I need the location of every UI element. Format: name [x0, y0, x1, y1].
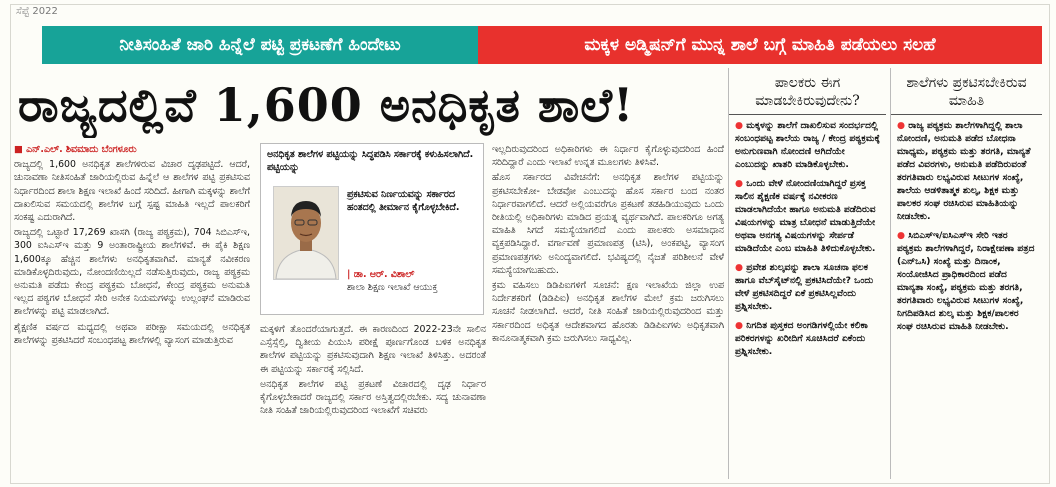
paragraph: ಇಲ್ಲದಿರುವುದರಿಂದ ಅಧಿಕಾರಿಗಳು ಈ ನಿರ್ಧಾರ ಕೈಗೊಳ್ಳುವುದರಿಂದ ಹಿಂದೆ ಸರಿದಿದ್ದಾರೆ ಎಂದು ಇಲಾಖೆ ಉನ್ನತ ಮೂಲಗಳು ತಿಳಿಸಿವೆ. [492, 144, 724, 169]
paragraph: ಶೈಕ್ಷಣಿಕ ವರ್ಷದ ಮಧ್ಯದಲ್ಲಿ ಅಥವಾ ಪರೀಕ್ಷಾ ಸಮಯದಲ್ಲಿ ಅನಧಿಕೃತ ಶಾಲೆಗಳನ್ನು ಪ್ರಕಟಿಸಿದರೆ ಸಂಬಂಧಪಟ್ಟ ಶಾಲೆಗಳಲ್ಲಿ ವ್ಯಾಸಂಗ ಮಾಡುತ್ತಿರುವ [14, 321, 250, 346]
kicker-banner [42, 26, 1042, 64]
sidebar-heading: ಪಾಲಕರು ಈಗ ಮಾಡಬೇಕಿರುವುದೇನು? [729, 68, 886, 115]
official-portrait [273, 186, 339, 280]
article-body [14, 143, 726, 479]
paragraph: ಕ್ರಮ ವಹಿಸಲು ಡಿಡಿಪಿಐಗಳಿಗೆ ಸೂಚನೆ: ಕ್ಷಣ ಇಲಾಖೆಯ ಜಿಲ್ಲಾ ಉಪ ನಿರ್ದೇಶಕರಿಗೆ (ಡಿಡಿಪಿಐ) ಅನಧಿಕೃತ ಶಾಲೆಗಳ ಮೇಲೆ ಕ್ರಮ ಜರುಗಿಸಲು ಸೂಚನೆ ನೀಡಲಾಗಿದೆ. ಆದರೆ, ನೀತಿ ಸಂಹಿತೆ ಜಾರಿಯಲ್ಲಿರುವುದರಿಂದ ಮತ್ತು ಸರ್ಕಾರದಿಂದ ಅಧಿಕೃತ ಆದೇಶವಾಗದ ಹೊರತು ಡಿಡಿಪಿಐಗಳು ಅಧಿಕೃತವಾಗಿ ಕಾನೂನಾತ್ಮಕವಾಗಿ ಕ್ರಮ ಜರುಗಿಸಲು ಸಾಧ್ಯವಿಲ್ಲ. [492, 280, 724, 344]
list-item: ● ಮಕ್ಕಳನ್ನು ಶಾಲೆಗೆ ದಾಖಲಿಸುವ ಸಂದರ್ಭದಲ್ಲಿ ಸಂಬಂಧಪಟ್ಟ ಶಾಲೆಯ ರಾಜ್ಯ / ಕೇಂದ್ರ ಪಠ್ಯಕ್ರಮಕ್ಕೆ ಅನುಗುಣವಾಗಿ ನೋಂದಣಿ ಆಗಿದೆಯೇ ಎಂಬುದನ್ನು ಖಾತರಿ ಮಾಡಿಕೊಳ್ಳಬೇಕು. [735, 120, 880, 170]
bullet-icon: ● [897, 120, 909, 131]
bullet-icon: ● [897, 230, 909, 241]
sidebar-schools [890, 68, 1042, 479]
headline: ರಾಜ್ಯದಲ್ಲಿವೆ 1,600 ಅನಧಿಕೃತ ಶಾಲೆ! [18, 78, 635, 132]
paragraph: ರಾಜ್ಯದಲ್ಲಿ 1,600 ಅನಧಿಕೃತ ಶಾಲೆಗಳಿರುವ ವಿಚಾರ ದೃಢಪಟ್ಟಿದೆ. ಆದರೆ, ಚುನಾವಣಾ ನೀತಿಸಂಹಿತೆ ಜಾರಿಯಲ್ಲಿರುವ ಹಿನ್ನೆಲೆ ಆ ಶಾಲೆಗಳ ಪಟ್ಟಿ ಪ್ರಕಟಿಸುವ ನಿರ್ಧಾರದಿಂದ ಶಾಲಾ ಶಿಕ್ಷಣ ಇಲಾಖೆ ಹಿಂದೆ ಸರಿದಿದೆ. ಹೀಗಾಗಿ ಮಕ್ಕಳನ್ನು ಶಾಲೆಗೆ ದಾಖಲಿಸುವ ಸಮಯದಲ್ಲಿ ಶಾಲೆಗಳ ಬಗ್ಗೆ ಸ್ಪಷ್ಟ ಮಾಹಿತಿ ಇಲ್ಲದೆ ಪಾಲಕರಿಗೆ ಸಂಕಷ್ಟ ಎದುರಾಗಿದೆ. [14, 159, 250, 224]
bullet-icon: ● [735, 320, 747, 331]
sidebar-heading: ಶಾಲೆಗಳು ಪ್ರಕಟಿಸಬೇಕಿರುವ ಮಾಹಿತಿ [891, 68, 1042, 115]
bullet-icon: ● [735, 178, 747, 189]
sidebar-list [729, 115, 886, 368]
column-2 [260, 323, 486, 479]
sidebar-list [891, 115, 1042, 343]
paragraph: ರಾಜ್ಯದಲ್ಲಿ ಒಟ್ಟಾರೆ 17,269 ಖಾಸಗಿ (ರಾಜ್ಯ ಪಠ್ಯಕ್ರಮ), 704 ಸಿಬಿಎಸ್‌ಇ, 300 ಐಸಿಎಸ್‌ಇ ಮತ್ತು 9 ಅಂತಾರಾಷ್ಟ್ರೀಯ ಶಾಲೆಗಳಿವೆ. ಈ ಪೈಕಿ ಶಿಕ್ಷಣ 1,600ಕ್ಕೂ ಹೆಚ್ಚಿನ ಶಾಲೆಗಳು ಅನಧಿಕೃತವಾಗಿವೆ. ಮಾನ್ಯತೆ ನವೀಕರಣ ಮಾಡಿಕೊಳ್ಳದಿರುವುದು, ನೋಂದಣಿಯಿಲ್ಲದೆ ನಡೆಸುತ್ತಿರುವುದು, ರಾಜ್ಯ ಪಠ್ಯಕ್ರಮ ಅನುಮತಿ ಪಡೆದು ಕೇಂದ್ರ ಪಠ್ಯಕ್ರಮ ಬೋಧನೆ, ಕೇಂದ್ರ ಪಠ್ಯಕ್ರಮ ಅನುಮತಿ ಇಲ್ಲದ ಪಠ್ಯಗಳ ಬೋಧನೆ ಸೇರಿ ಅನೇಕ ನಿಯಮಗಳನ್ನು ಉಲ್ಲಂಘನೆ ಮಾಡಿರುವ ಶಾಲೆಗಳನ್ನು ಪಟ್ಟಿ ಮಾಡಲಾಗಿದೆ. [14, 227, 250, 318]
official-name: | ಡಾ. ಆರ್. ವಿಶಾಲ್ [347, 269, 415, 280]
byline: ■ ಎನ್.ಎಲ್. ಶಿವಮಾದು ಬೆಂಗಳೂರು [14, 144, 137, 155]
list-item: ● ರಾಜ್ಯ ಪಠ್ಯಕ್ರಮ ಶಾಲೆಗಳಾಗಿದ್ದಲ್ಲಿ ಶಾಲಾ ನೋಂದಣಿ, ಅನುಮತಿ ಪಡೆದ ಬೋಧನಾ ಮಾಧ್ಯಮ, ಪಠ್ಯಕ್ರಮ ಮತ್ತು ತರಗತಿ, ಮಾನ್ಯತೆ ಪಡೆದ ವಿವರಗಳು, ಅನುಮತಿ ಪಡೆದಿರುವಂತೆ ತರಗತಿವಾರು ಲಭ್ಯವಿರುವ ಸೀಟುಗಳ ಸಂಖ್ಯೆ, ಶಾಲೆಯ ಆಡಳಿತಾತ್ಮಕ ಶುಲ್ಕ, ಶಿಕ್ಷಕ ಮತ್ತು ಪಾಲಕರ ಸಂಘ ರಚಿಸಿರುವ ಮಾಹಿತಿಯನ್ನು ನೀಡಬೇಕು. [897, 120, 1031, 222]
bullet-icon: ● [735, 120, 747, 131]
kicker-right: ಮಕ್ಕಳ ಅಡ್ಮಿಷನ್‌ಗೆ ಮುನ್ನ ಶಾಲೆ ಬಗ್ಗೆ ಮಾಹಿತಿ ಪಡೆಯಲು ಸಲಹೆ [478, 26, 1042, 64]
quote-box [260, 143, 484, 315]
issue-date: ಸೆಪ್ಟೆ 2022 [16, 6, 58, 17]
paragraph: ಹೊಸ ಸರ್ಕಾರದ ವಿವೇಚನೆಗೆ: ಅನಧಿಕೃತ ಶಾಲೆಗಳ ಪಟ್ಟಿಯನ್ನು ಪ್ರಕಟಿಸಬೇಕೋ- ಬೇಡವೋ ಎಂಬುದನ್ನು ಹೊಸ ಸರ್ಕಾರ ಬಂದ ನಂತರ ನಿರ್ಧಾರವಾಗಲಿದೆ. ಆದರೆ ಅಲ್ಲಿಯವರೆಗೂ ಪ್ರಕಟಣೆ ತಡಹಿಡಿಯುವುದು ಒಂದು ರೀತಿಯಲ್ಲಿ ಅಧಿಕಾರಿಗಳು ಮಾಡಿದ ಪ್ರಯತ್ನ ವ್ಯರ್ಥವಾಗಿದೆ. ಪಾಲಕರಿಗೂ ಅಗತ್ಯ ಮಾಹಿತಿ ಸಿಗದೆ ಸಮಸ್ಯೆಯಾಗಲಿದೆ ಎಂದು ಪಾಲಕರು ಅಸಮಾಧಾನ ವ್ಯಕ್ತಪಡಿಸಿದ್ದಾರೆ. ವರ್ಗಾವಣೆ ಪ್ರಮಾಣಪತ್ರ (ಟಿಸಿ), ಅಂಕಪಟ್ಟಿ, ವ್ಯಾಸಂಗ ಪ್ರಮಾಣಪತ್ರಗಳು ಅನಿಂದ್ಯವಾಗಲಿದೆ. ಭವಿಷ್ಯದಲ್ಲಿ ನೈಜತೆ ಪರಿಶೀಲನೆ ವೇಳೆ ಸಮಸ್ಯೆಯಾಗಬಹುದು. [492, 172, 724, 276]
list-item: ● ಪ್ರವೇಶ ಶುಲ್ಕವನ್ನು ಶಾಲಾ ಸೂಚನಾ ಫಲಕ ಹಾಗೂ ವೆಬ್‌ಸೈಟ್‌ನಲ್ಲಿ ಪ್ರಕಟಿಸಿದೆಯೇ? ಒಂದು ವೇಳೆ ಪ್ರಕಟಿಸದಿದ್ದರೆ ಏಕೆ ಪ್ರಕಟಿಸಿಲ್ಲವೆಂದು ಪ್ರಶ್ನಿಸಬೇಕು. [735, 262, 874, 312]
quote-attribution [347, 268, 477, 294]
bullet-icon: ● [735, 262, 747, 273]
column-3 [492, 143, 724, 479]
list-item: ● ನಿಗದಿತ ಪುಸ್ತಕದ ಅಂಗಡಿಗಳಲ್ಲಿಯೇ ಕಲಿಕಾ ಪರಿಕರಗಳನ್ನು ಖರೀದಿಗೆ ಸೂಚಿಸಿದರೆ ಏಕೆಂದು ಪ್ರಶ್ನಿಸಬೇಕು. [735, 320, 868, 357]
sidebar-parents [728, 68, 886, 479]
kicker-left: ನೀತಿಸಂಹಿತೆ ಜಾರಿ ಹಿನ್ನೆಲೆ ಪಟ್ಟಿ ಪ್ರಕಟಣೆಗೆ ಹಿಂದೇಟು [42, 26, 478, 64]
list-item: ● ಒಂದು ವೇಳೆ ನೋಂದಣಿಯಾಗಿದ್ದರೆ ಪ್ರಸಕ್ತ ಸಾಲಿನ ಶೈಕ್ಷಣಿಕ ವರ್ಷಕ್ಕೆ ನವೀಕರಣ ಮಾಡಲಾಗಿದೆಯೇ ಹಾಗೂ ಅನುಮತಿ ಪಡೆದಿರುವ ವಿಷಯಗಳನ್ನು ಮಾತ್ರ ಬೋಧನೆ ಮಾಡುತ್ತಿದೆಯೇ ಅಥವಾ ಅನಗತ್ಯ ವಿಷಯಗಳನ್ನು ಸೇರ್ಪಡೆ ಮಾಡಿದೆಯೇ ಎಂಬ ಮಾಹಿತಿ ತಿಳಿದುಕೊಳ್ಳಬೇಕು. [735, 178, 876, 254]
quote-text: ಅನಧಿಕೃತ ಶಾಲೆಗಳ ಪಟ್ಟಿಯನ್ನು ಸಿದ್ಧಪಡಿಸಿ ಸರ್ಕಾರಕ್ಕೆ ಕಳುಹಿಸಲಾಗಿದೆ. ಪಟ್ಟಿಯನ್ನು [267, 149, 474, 173]
column-1 [14, 143, 250, 479]
paragraph: ಮಕ್ಕಳಿಗೆ ತೊಂದರೆಯಾಗುತ್ತದೆ. ಈ ಕಾರಣದಿಂದ 2022-23ನೇ ಸಾಲಿನ ಎಸ್ಸೆಸ್ಸೆಲ್ಸಿ, ದ್ವಿತೀಯ ಪಿಯುಸಿ ಪರೀಕ್ಷೆ ಪೂರ್ಣಗೊಂಡ ಬಳಿಕ ಅನಧಿಕೃತ ಶಾಲೆಗಳ ಪಟ್ಟಿಯನ್ನು ಪ್ರಕಟಿಸುವುದಾಗಿ ಶಿಕ್ಷಣ ಇಲಾಖೆ ತಿಳಿಸಿತ್ತು. ಅದರಂತೆ ಈ ಪಟ್ಟಿಯನ್ನು ಸರ್ಕಾರಕ್ಕೆ ಸಲ್ಲಿಸಿದೆ. [260, 324, 486, 375]
official-role: ಶಾಲಾ ಶಿಕ್ಷಣ ಇಲಾಖೆ ಆಯುಕ್ತ [347, 282, 438, 293]
quote-continued: ಪ್ರಕಟಿಸುವ ನಿರ್ಣಯವನ್ನು ಸರ್ಕಾರದ ಹಂತದಲ್ಲಿ ತೀರ್ಮಾನ ಕೈಗೊಳ್ಳಬೇಕಿದೆ. [347, 189, 460, 213]
list-item: ● ಸಿಬಿಎಸ್‌ಇ/ಐಸಿಎಸ್‌ಇ ಸೇರಿ ಇತರ ಪಠ್ಯಕ್ರಮ ಶಾಲೆಗಳಾಗಿದ್ದರೆ, ನಿರಾಕ್ಷೇಪಣಾ ಪತ್ರದ (ಎನ್‌ಒಸಿ) ಸಂಖ್ಯೆ ಮತ್ತು ದಿನಾಂಕ, ಸಂಯೋಜಿಸಿದ ಪ್ರಾಧಿಕಾರದಿಂದ ಪಡೆದ ಮಾನ್ಯತಾ ಸಂಖ್ಯೆ, ಪಠ್ಯಕ್ರಮ ಮತ್ತು ತರಗತಿ, ತರಗತಿವಾರು ಲಭ್ಯವಿರುವ ಸೀಟುಗಳ ಸಂಖ್ಯೆ, ನಿಗದಿಪಡಿಸಿದ ಶುಲ್ಕ ಮತ್ತು ಶಿಕ್ಷಕ/ಪಾಲಕರ ಸಂಘ ರಚಿಸಿರುವ ಮಾಹಿತಿ ನೀಡಬೇಕು. [897, 230, 1035, 332]
paragraph: ಅನಧಿಕೃತ ಶಾಲೆಗಳ ಪಟ್ಟಿ ಪ್ರಕಟಣೆ ವಿಚಾರದಲ್ಲಿ ದೃಢ ನಿರ್ಧಾರ ಕೈಗೊಳ್ಳಬೇಕಾದರೆ ರಾಜ್ಯದಲ್ಲಿ ಸರ್ಕಾರ ಅಸ್ತಿತ್ವದಲ್ಲಿರಬೇಕು. ಸದ್ಯ ಚುನಾವಣಾ ನೀತಿ ಸಂಹಿತೆ ಜಾರಿಯಲ್ಲಿರುವುದರಿಂದ ಇಲಾಖೆಗೆ ಸಚಿವರು [260, 378, 486, 417]
